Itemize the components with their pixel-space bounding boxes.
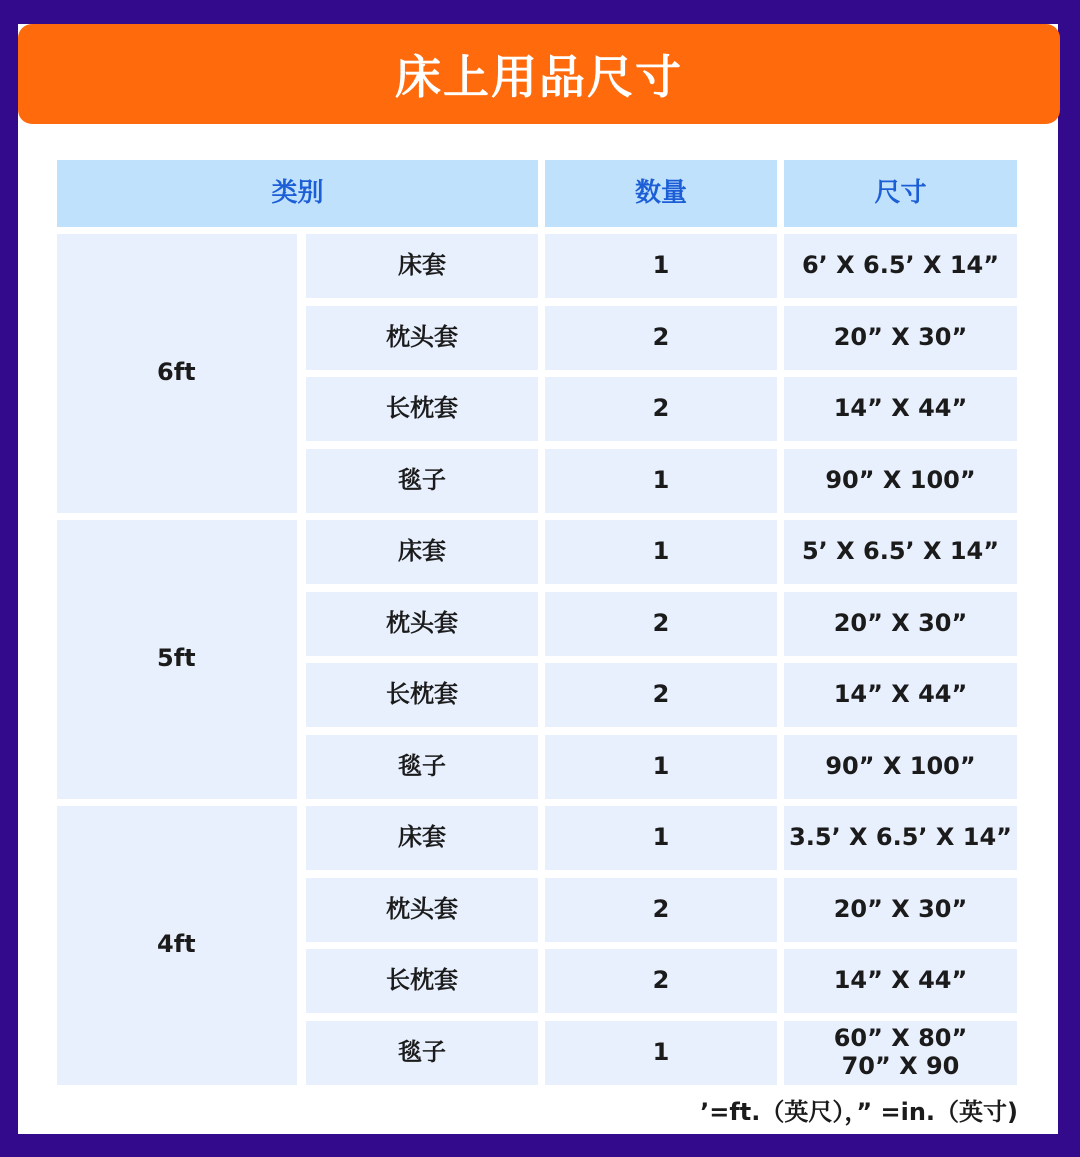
- item-size: 90” X 100”: [784, 735, 1017, 799]
- item-size: 90” X 100”: [784, 449, 1017, 513]
- item-name: 长枕套: [306, 663, 538, 727]
- item-size-line: 70” X 90: [841, 1051, 960, 1080]
- item-size: 20” X 30”: [784, 592, 1017, 656]
- item-size: 14” X 44”: [784, 377, 1017, 441]
- item-name: 枕头套: [306, 306, 538, 370]
- item-name: 床套: [306, 806, 538, 870]
- item-size: [784, 1021, 1017, 1085]
- item-name: 毯子: [306, 449, 538, 513]
- item-name: 枕头套: [306, 592, 538, 656]
- item-quantity: 1: [545, 806, 777, 870]
- header-quantity: 数量: [545, 160, 777, 227]
- header-category: 类别: [57, 160, 538, 227]
- page-title: 床上用品尺寸: [18, 24, 1060, 124]
- item-quantity: 1: [545, 735, 777, 799]
- item-quantity: 2: [545, 592, 777, 656]
- item-quantity: 2: [545, 306, 777, 370]
- item-name: 床套: [306, 234, 538, 298]
- item-size: 20” X 30”: [784, 306, 1017, 370]
- item-name: 床套: [306, 520, 538, 584]
- group-label: 4ft: [57, 806, 297, 1085]
- item-size: 3.5’ X 6.5’ X 14”: [784, 806, 1017, 870]
- item-quantity: 2: [545, 663, 777, 727]
- item-size: 20” X 30”: [784, 878, 1017, 942]
- group-label: 5ft: [57, 520, 297, 799]
- item-name: 枕头套: [306, 878, 538, 942]
- item-size: 14” X 44”: [784, 949, 1017, 1013]
- item-quantity: 1: [545, 1021, 777, 1085]
- item-name: 长枕套: [306, 377, 538, 441]
- header-size: 尺寸: [784, 160, 1017, 227]
- item-size: 14” X 44”: [784, 663, 1017, 727]
- item-quantity: 2: [545, 949, 777, 1013]
- item-name: 长枕套: [306, 949, 538, 1013]
- item-name: 毯子: [306, 1021, 538, 1085]
- item-quantity: 1: [545, 234, 777, 298]
- group-label: 6ft: [57, 234, 297, 513]
- item-quantity: 1: [545, 449, 777, 513]
- unit-footnote: ’=ft.（英尺），” =in.（英寸): [700, 1098, 1018, 1126]
- item-quantity: 1: [545, 520, 777, 584]
- item-quantity: 2: [545, 377, 777, 441]
- item-size: 5’ X 6.5’ X 14”: [784, 520, 1017, 584]
- item-size-line: 60” X 80”: [833, 1023, 968, 1052]
- item-size: 6’ X 6.5’ X 14”: [784, 234, 1017, 298]
- item-quantity: 2: [545, 878, 777, 942]
- item-name: 毯子: [306, 735, 538, 799]
